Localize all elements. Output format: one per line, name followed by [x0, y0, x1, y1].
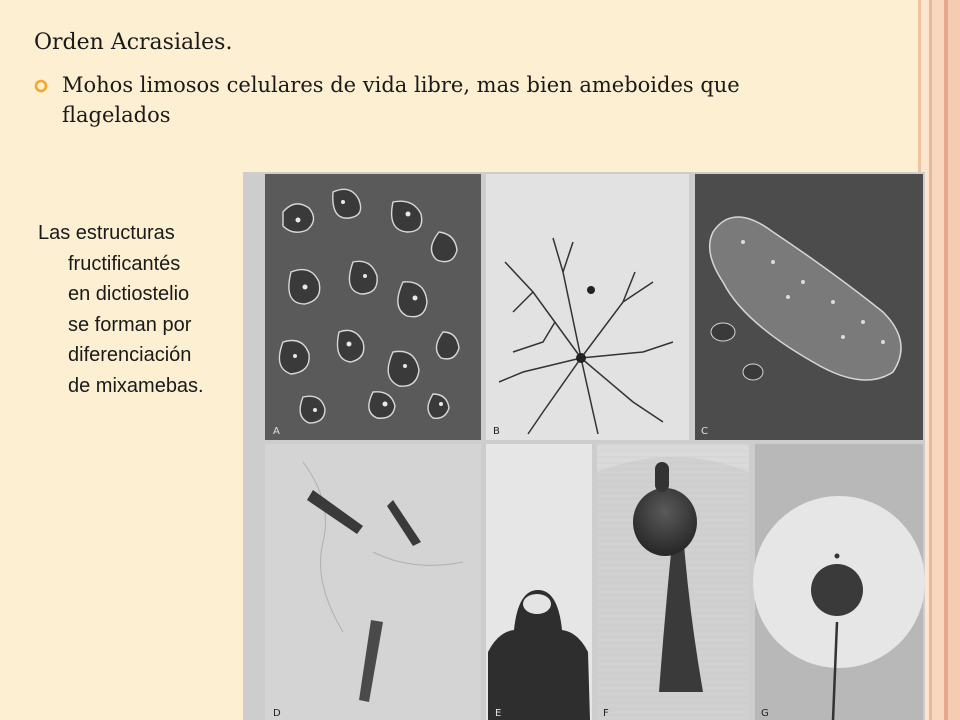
caption-line: Las estructuras — [38, 222, 175, 244]
panel-label: E — [495, 708, 502, 719]
panel-label: D — [273, 708, 281, 719]
micrograph-figure — [243, 172, 925, 720]
panel-e — [486, 444, 592, 720]
caption-line: se forman por — [68, 313, 192, 336]
side-band-stripe — [932, 0, 944, 720]
panel-d — [265, 444, 481, 720]
side-band-stripe — [948, 0, 960, 720]
panel-label: G — [761, 708, 769, 719]
caption-line: diferenciación — [68, 344, 192, 366]
panel-label: C — [701, 426, 708, 437]
panel-a — [265, 174, 481, 440]
panel-label: A — [273, 426, 280, 437]
panel-b — [486, 174, 689, 440]
bullet-ring-icon — [34, 70, 62, 130]
caption-line: de mixamebas. — [68, 374, 204, 397]
bullet-text: Mohos limosos celulares de vida libre, mas bien ameboides que flagelados — [62, 73, 740, 127]
panel-label: F — [603, 708, 609, 719]
panel-f — [597, 444, 749, 720]
panel-g — [753, 444, 925, 720]
bullet-item — [34, 70, 854, 130]
slide-title: Orden Acrasiales. — [34, 30, 233, 55]
panel-c — [695, 174, 923, 440]
micrograph-plate — [243, 172, 925, 720]
caption-line: en dictiostelio — [68, 283, 190, 305]
caption-line: fructificantés — [68, 252, 181, 275]
panel-label: B — [493, 426, 500, 437]
caption — [38, 218, 258, 401]
